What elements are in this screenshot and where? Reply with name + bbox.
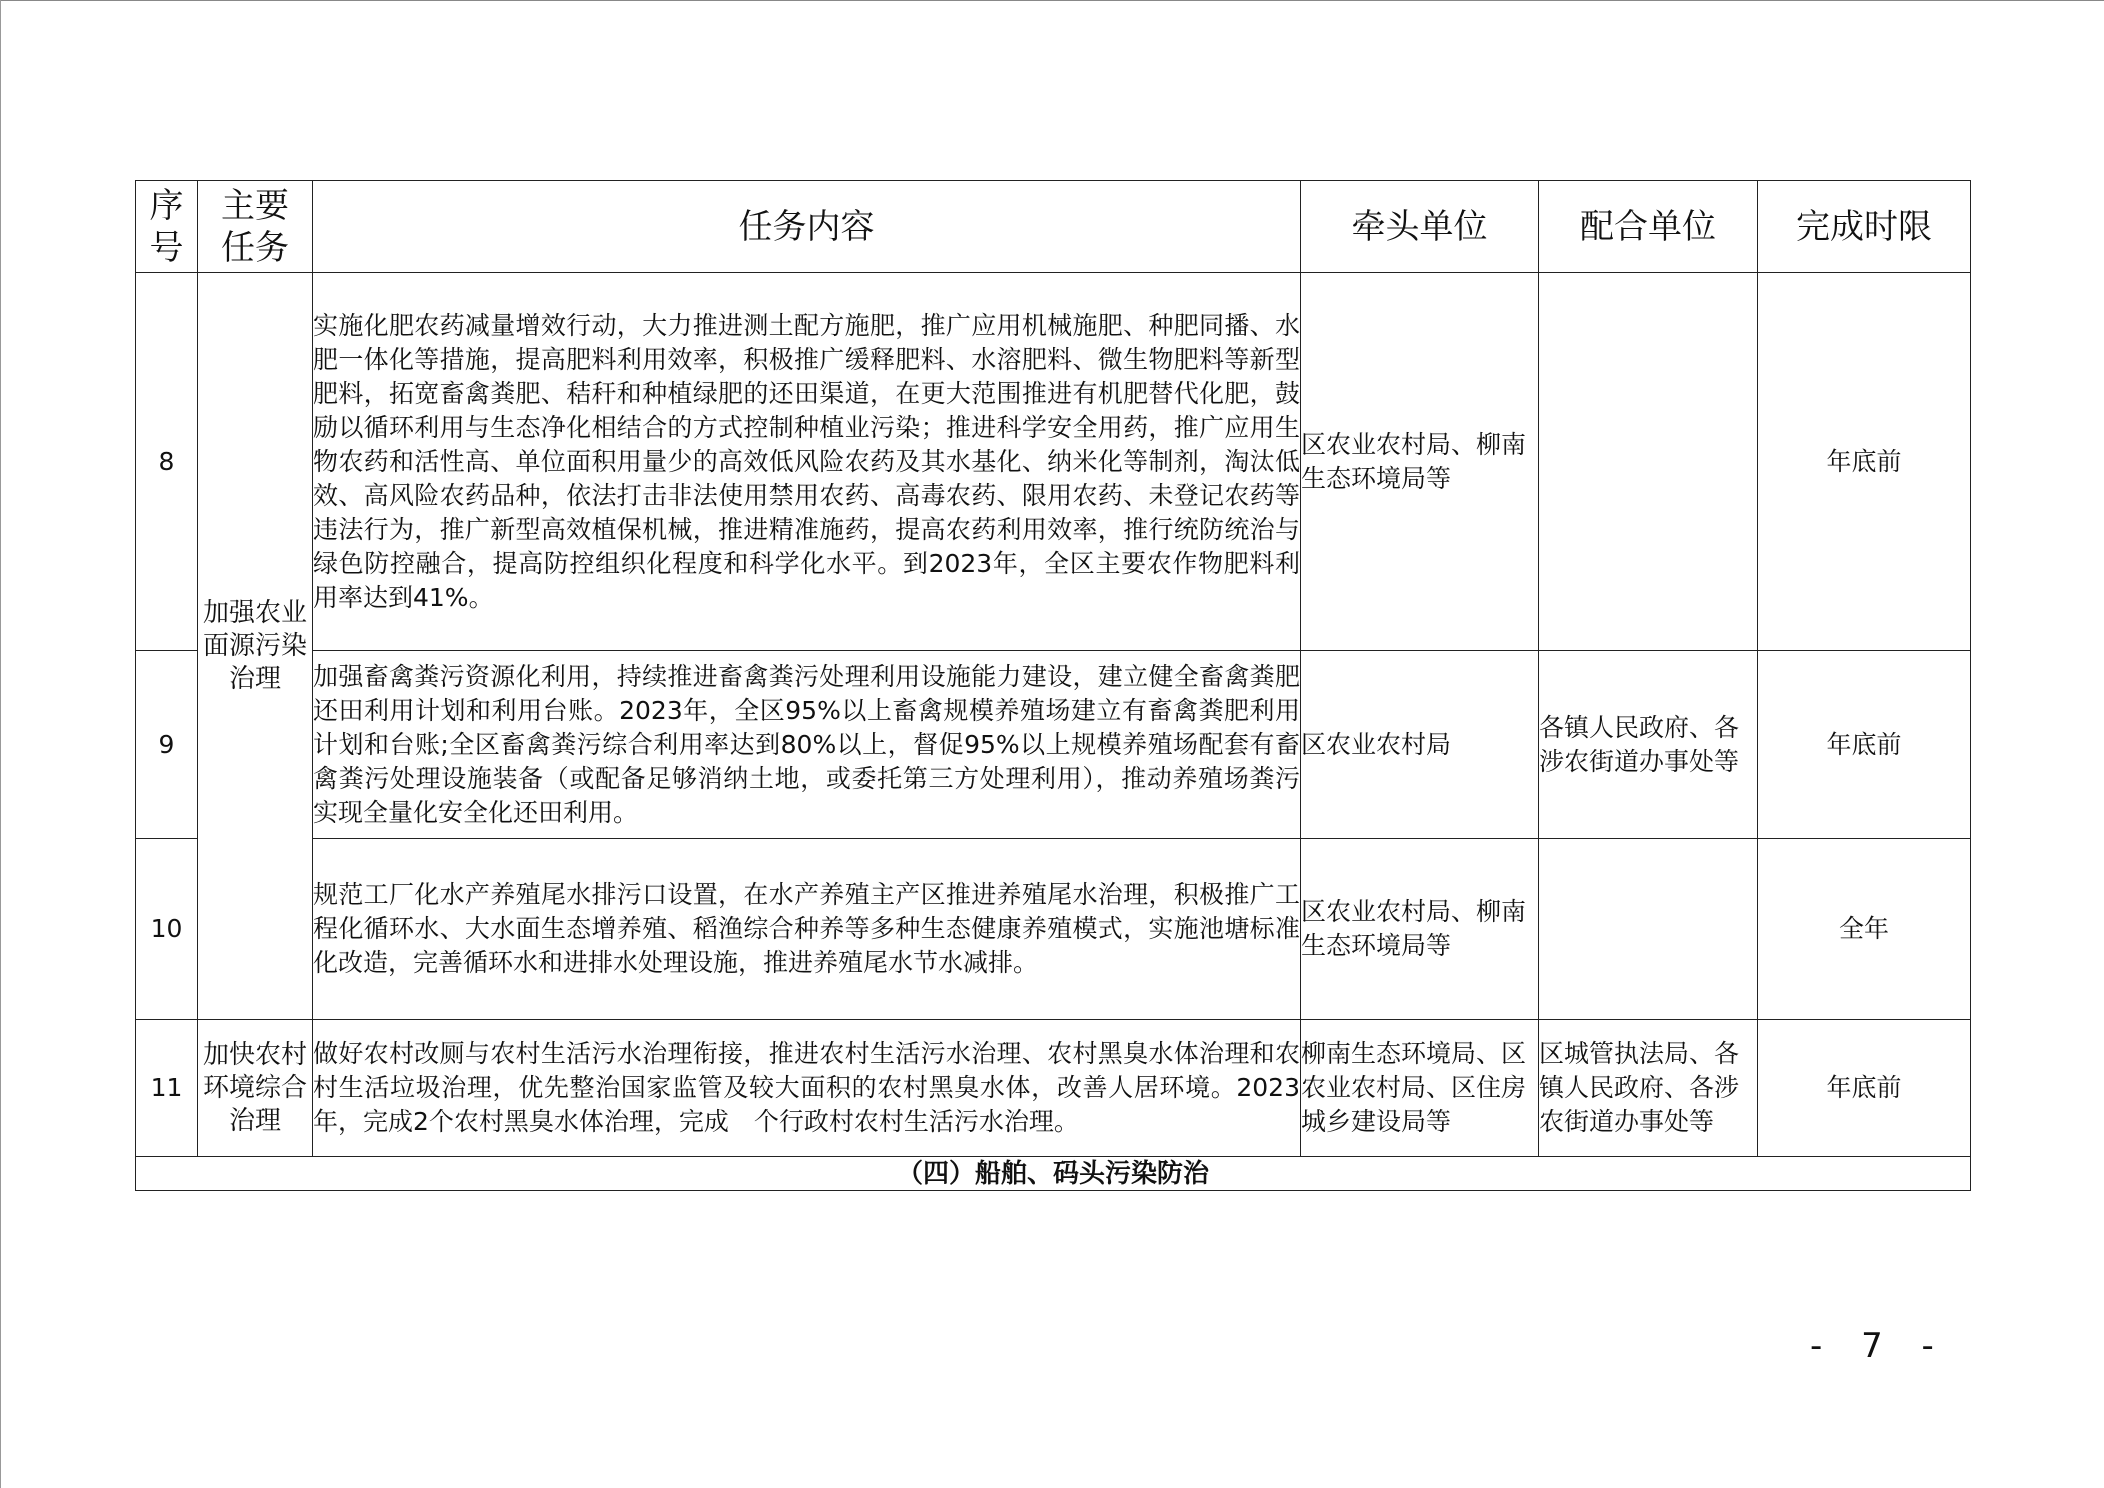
row-seq: 8 bbox=[136, 273, 198, 651]
row-main-task: 加快农村环境综合治理 bbox=[198, 1020, 313, 1157]
row-cooperate: 各镇人民政府、各涉农街道办事处等 bbox=[1539, 651, 1758, 839]
page-edge-left bbox=[0, 0, 1, 1488]
row-seq: 10 bbox=[136, 839, 198, 1020]
header-row bbox=[136, 181, 1971, 273]
header-deadline: 完成时限 bbox=[1758, 181, 1971, 273]
row-deadline: 年底前 bbox=[1758, 273, 1971, 651]
row-lead: 区农业农村局 bbox=[1301, 651, 1539, 839]
row-seq: 11 bbox=[136, 1020, 198, 1157]
row-lead: 柳南生态环境局、区农业农村局、区住房城乡建设局等 bbox=[1301, 1020, 1539, 1157]
page-number: - 7 - bbox=[1810, 1326, 1948, 1366]
section-row bbox=[136, 1157, 1971, 1191]
header-seq: 序 号 bbox=[136, 181, 198, 273]
row-content: 做好农村改厕与农村生活污水治理衔接，推进农村生活污水治理、农村黑臭水体治理和农村生活垃圾治理，优先整治国家监管及较大面积的农村黑臭水体，改善人居环境。2023年，完成2个农村黑臭水体治理，完成 个行政村农村生活污水治理。 bbox=[313, 1020, 1301, 1157]
table-row bbox=[136, 839, 1971, 1020]
row-content: 实施化肥农药减量增效行动，大力推进测土配方施肥，推广应用机械施肥、种肥同播、水肥一体化等措施，提高肥料利用效率，积极推广缓释肥料、水溶肥料、微生物肥料等新型肥料，拓宽畜禽粪肥、秸秆和种植绿肥的还田渠道，在更大范围推进有机肥替代化肥，鼓励以循环利用与生态净化相结合的方式控制种植业污染；推进科学安全用药，推广应用生物农药和活性高、单位面积用量少的高效低风险农药及其水基化、纳米化等制剂，淘汰低效、高风险农药品种，依法打击非法使用禁用农药、高毒农药、限用农药、未登记农药等违法行为，推广新型高效植保机械，推进精准施药，提高农药利用效率，推行统防统治与绿色防控融合，提高防控组织化程度和科学化水平。到2023年，全区主要农作物肥料利用率达到41%。 bbox=[313, 273, 1301, 651]
row-seq: 9 bbox=[136, 651, 198, 839]
table-row bbox=[136, 1020, 1971, 1157]
row-deadline: 年底前 bbox=[1758, 651, 1971, 839]
row-main-task: 加强农业面源污染治理 bbox=[198, 273, 313, 1020]
row-cooperate bbox=[1539, 273, 1758, 651]
header-task: 主要 任务 bbox=[198, 181, 313, 273]
row-content: 规范工厂化水产养殖尾水排污口设置，在水产养殖主产区推进养殖尾水治理，积极推广工程化循环水、大水面生态增养殖、稻渔综合种养等多种生态健康养殖模式，实施池塘标准化改造，完善循环水和进排水处理设施，推进养殖尾水节水减排。 bbox=[313, 839, 1301, 1020]
row-lead: 区农业农村局、柳南生态环境局等 bbox=[1301, 273, 1539, 651]
page-edge-top bbox=[0, 0, 2104, 1]
header-content: 任务内容 bbox=[313, 181, 1301, 273]
section-title: （四）船舶、码头污染防治 bbox=[136, 1157, 1971, 1191]
row-content: 加强畜禽粪污资源化利用，持续推进畜禽粪污处理利用设施能力建设，建立健全畜禽粪肥还田利用计划和利用台账。2023年，全区95%以上畜禽规模养殖场建立有畜禽粪肥利用计划和台账;全区畜禽粪污综合利用率达到80%以上，督促95%以上规模养殖场配套有畜禽粪污处理设施装备（或配备足够消纳土地，或委托第三方处理利用），推动养殖场粪污实现全量化安全化还田利用。 bbox=[313, 651, 1301, 839]
row-deadline: 全年 bbox=[1758, 839, 1971, 1020]
task-table bbox=[135, 180, 1971, 1191]
table-row bbox=[136, 273, 1971, 651]
row-cooperate: 区城管执法局、各镇人民政府、各涉农街道办事处等 bbox=[1539, 1020, 1758, 1157]
row-lead: 区农业农村局、柳南生态环境局等 bbox=[1301, 839, 1539, 1020]
row-deadline: 年底前 bbox=[1758, 1020, 1971, 1157]
table-row bbox=[136, 651, 1971, 839]
header-cooperate: 配合单位 bbox=[1539, 181, 1758, 273]
row-cooperate bbox=[1539, 839, 1758, 1020]
header-lead: 牵头单位 bbox=[1301, 181, 1539, 273]
